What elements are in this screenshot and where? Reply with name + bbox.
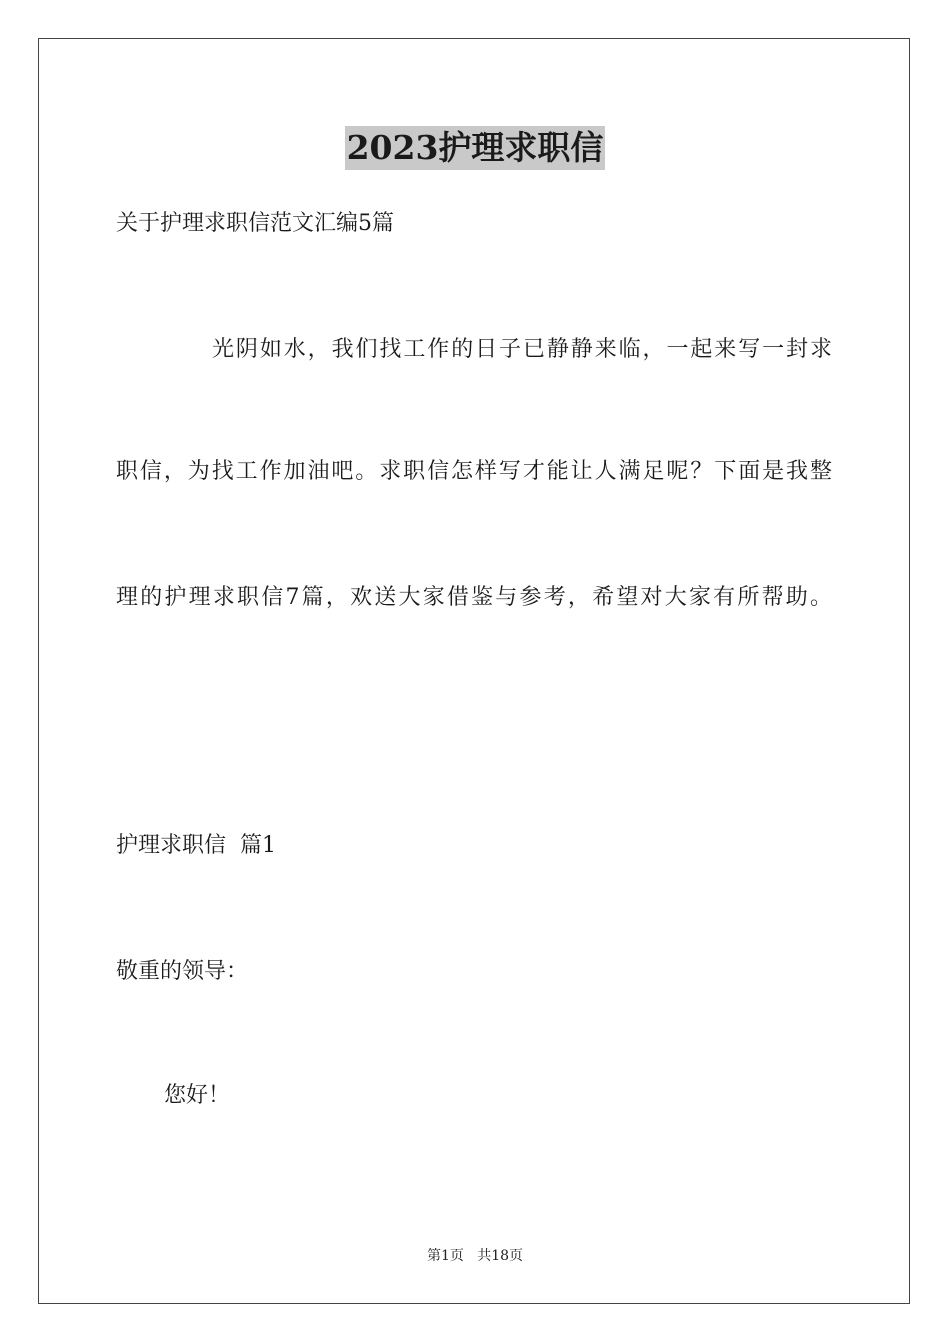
title-container [0,126,950,170]
section-heading: 护理求职信 篇1 [116,833,276,858]
page-footer: 第1页 共18页 [426,1248,524,1264]
document-title: 2023护理求职信 [345,126,606,170]
salutation: 敬重的领导： [116,959,249,984]
intro-line-1: 光阴如水，我们找工作的日子已静静来临，一起来写一封求 [212,337,832,362]
greeting: 您好！ [164,1083,231,1108]
intro-line-2: 职信，为找工作加油吧。求职信怎样写才能让人满足呢？下面是我整 [116,459,832,484]
intro-line-3: 理的护理求职信7篇，欢送大家借鉴与参考，希望对大家有所帮助。 [116,585,832,610]
document-subtitle: 关于护理求职信范文汇编5篇 [116,211,394,236]
